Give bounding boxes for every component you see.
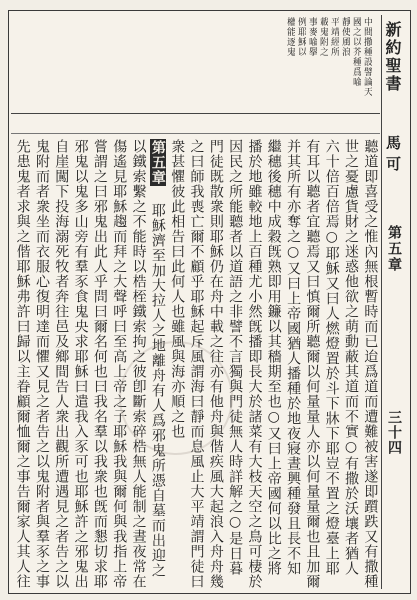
text-column bbox=[73, 139, 89, 589]
column-text: 六十倍百倍焉○耶穌又曰人燃燈置於斗下牀下耶豈不置之燈臺上耶 bbox=[323, 139, 340, 576]
commentary-text: 喩 bbox=[351, 77, 361, 87]
commentary-column bbox=[318, 17, 328, 109]
commentary-text: 靜 bbox=[340, 17, 350, 27]
commentary-text: 風 bbox=[340, 37, 350, 47]
commentary-text: 浪 bbox=[340, 47, 350, 57]
column-text: 聽道即喜受之惟內無根暫時而已迨爲道而遭難被害遂即躓跌又有撒種 bbox=[362, 139, 379, 589]
text-column bbox=[285, 139, 301, 589]
column-text: 嘗謂之曰邪鬼出此人乎問曰爾名何也曰我名羣以我衆也旣而懇切求耶 bbox=[91, 139, 108, 589]
commentary-text: 擧 bbox=[307, 47, 317, 57]
commentary-text: 事 bbox=[307, 17, 317, 27]
text-column bbox=[111, 139, 127, 589]
commentary-text: 鬼 bbox=[318, 27, 328, 37]
book-page bbox=[8, 10, 411, 594]
chapter-title: 馬可 bbox=[384, 135, 402, 177]
text-column bbox=[304, 139, 320, 589]
column-text: 邪鬼以鬼多山旁有羣豕食鬼央求耶穌曰遣我入豕可也耶穌許之邪鬼出 bbox=[72, 139, 89, 589]
column-text: 以鐵索繫之不能時以梏桎鐵索拘之彼卽斷索碎梏無人能制之晝夜常在 bbox=[130, 139, 147, 589]
commentary-text: 設譬 bbox=[362, 57, 372, 77]
page-number: 三十四 bbox=[386, 410, 402, 455]
commentary-text: 撒種 bbox=[362, 37, 372, 57]
text-column bbox=[266, 139, 282, 589]
column-text: 世之憂慮貨財之迷惑他欲之萌動蔽其道而不實○有撒於沃壤者猶人 bbox=[343, 139, 360, 576]
column-text: 傷遙見耶穌趨而拜之大聲呼曰至高上帝之子耶穌我與爾何與我指上帝 bbox=[111, 139, 128, 589]
commentary-text: 能 bbox=[285, 27, 295, 37]
column-text: 之曰師我喪亡爾不顧乎耶穌起斥風謂海曰靜而息風止大平靖謂門徒曰 bbox=[188, 139, 205, 589]
text-column bbox=[92, 139, 108, 589]
text-column bbox=[343, 139, 359, 589]
chapter-label: 第五章 bbox=[149, 140, 166, 185]
commentary-text: 經 bbox=[329, 37, 339, 47]
column-text: 因民之所能聽者以道語之非譬不言獨與門徒無人時詳解之○是日暮 bbox=[227, 139, 244, 576]
text-column bbox=[34, 139, 50, 589]
commentary-text: 中間 bbox=[362, 17, 372, 37]
commentary-text: 逐 bbox=[285, 37, 295, 47]
commentary-text: 論天 bbox=[362, 77, 372, 97]
commentary-text: 國之 bbox=[351, 17, 361, 37]
commentary-text: 權 bbox=[285, 17, 295, 27]
commentary-column bbox=[285, 17, 295, 109]
text-column bbox=[15, 139, 31, 589]
verse-reference-row bbox=[11, 115, 380, 134]
commentary-text: 平 bbox=[329, 17, 339, 27]
commentary-column bbox=[362, 17, 372, 109]
commentary-column bbox=[296, 17, 306, 109]
column-text: 門徒既散衆則耶穌仍在舟中載之往亦有他舟與偕疾風大起浪入舟舟幾 bbox=[207, 139, 224, 589]
column-text: 繼穗後穗中成穀旣熟即用鐮以其穡期至也○又曰上帝國何以比之將 bbox=[265, 139, 282, 576]
commentary-text: 麥 bbox=[307, 27, 317, 37]
commentary-text: 喩 bbox=[307, 37, 317, 47]
commentary-region bbox=[11, 13, 380, 114]
commentary-text: 以芥 bbox=[351, 37, 361, 57]
commentary-text: 載 bbox=[318, 17, 328, 27]
commentary-text: 所 bbox=[329, 47, 339, 57]
commentary-column bbox=[307, 17, 317, 109]
column-text: 并其所有亦奪之○又曰上帝國猶人播種於地夜寢晝興種發且長不知 bbox=[285, 139, 302, 576]
commentary-text: 靖 bbox=[329, 27, 339, 37]
commentary-column bbox=[340, 17, 350, 109]
text-column bbox=[53, 139, 69, 589]
commentary-text: 鬼 bbox=[285, 47, 295, 57]
text-column bbox=[227, 139, 243, 589]
commentary-text: 種爲 bbox=[351, 57, 361, 77]
commentary-column bbox=[329, 17, 339, 109]
column-text: 播於地雖較地上百種尤小然旣播即長大於諸菜有大枝天空之鳥可棲於 bbox=[246, 139, 263, 589]
text-column bbox=[246, 139, 262, 589]
page-header-strip bbox=[381, 15, 408, 589]
chapter-number: 第五章 bbox=[386, 225, 402, 273]
commentary-text: 穌 bbox=[296, 37, 306, 47]
text-column bbox=[362, 139, 378, 589]
text-column bbox=[324, 139, 340, 589]
commentary-column bbox=[351, 17, 361, 109]
column-text: 耶穌濟至加大拉人之地離舟有人爲邪鬼所憑自墓而出迎之 bbox=[149, 203, 166, 578]
column-text: 自崖闖下投海溺死牧者奔往邑及鄉間告人衆出觀所遭遇見之者告之以 bbox=[53, 139, 70, 589]
commentary-text: 使 bbox=[340, 27, 350, 37]
column-text: 有耳以聽者宜聽焉又曰慎爾所聽爾以何量量人亦以何量量爾也且加爾 bbox=[304, 139, 321, 589]
book-title: 新約聖書 bbox=[383, 21, 402, 93]
commentary-text: 耶 bbox=[296, 27, 306, 37]
column-text: 衆甚懼彼此相告曰此何人也雖風與海亦順之也 bbox=[169, 139, 186, 439]
commentary-text: 以 bbox=[296, 47, 306, 57]
commentary-text: 附 bbox=[318, 37, 328, 47]
column-text: 鬼附而者衆坐而衣服心復明達而懼又見之者告之以鬼附者與羣豕之事 bbox=[33, 139, 50, 589]
column-text: 先患鬼者求與之偕耶穌弗許曰歸以主眷顧爾恤爾之事告爾家人其人往 bbox=[14, 139, 31, 589]
commentary-text: 例 bbox=[296, 17, 306, 27]
commentary-text: 之 bbox=[318, 47, 328, 57]
